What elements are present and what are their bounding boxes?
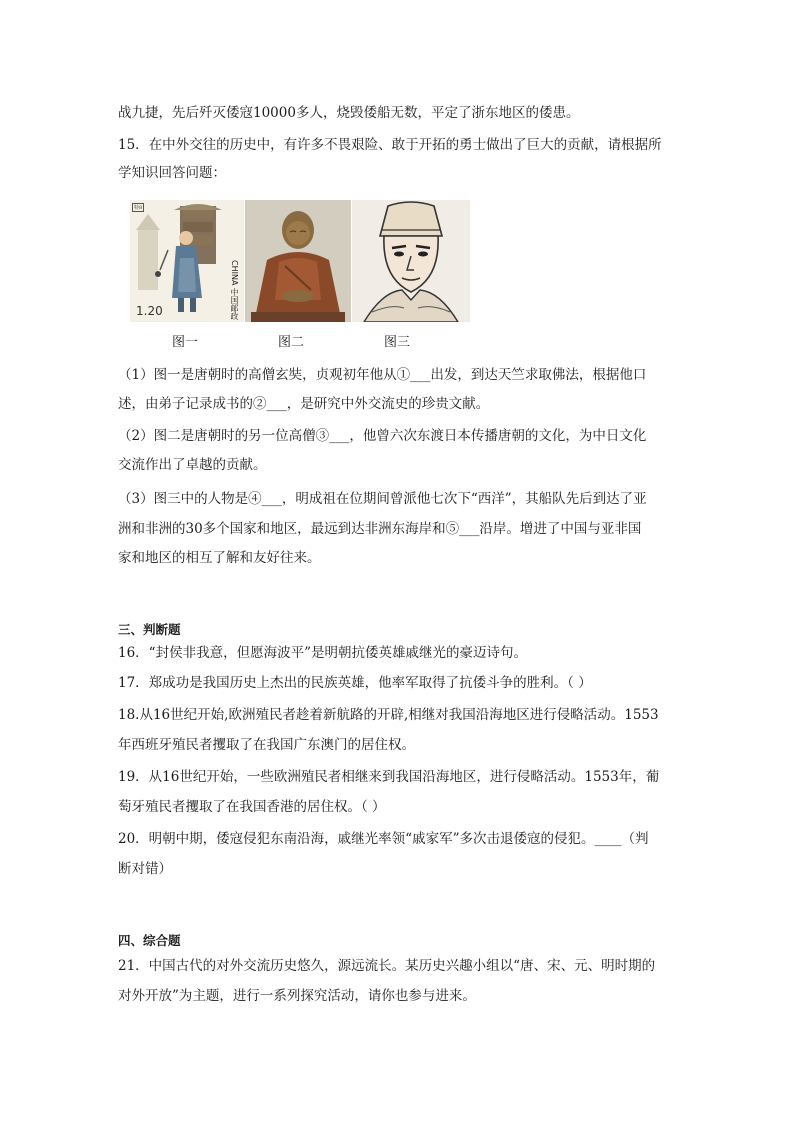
- zhenghe-illustration: [352, 200, 470, 322]
- figure-2-caption: 图二: [278, 335, 305, 350]
- question-21-line-1: 21．中国古代的对外交流历史悠久，源远流长。某历史兴趣小组以“唐、宋、元、明时期的: [118, 958, 656, 974]
- section-heading-comprehensive: 四、综合题: [118, 933, 181, 948]
- question-18-line-2: 年西班牙殖民者攫取了在我国广东澳门的居住权。: [118, 737, 415, 753]
- question-15-line-2: 学知识回答问题：: [118, 165, 226, 181]
- question-19-line-1: 19．从16世纪开始，一些欧洲殖民者相继来到我国沿海地区，进行侵略活动。1553年，葡: [118, 769, 660, 785]
- figure-2-jianzhen-statue: [245, 200, 351, 322]
- section-heading-judgment: 三、判断题: [118, 622, 181, 637]
- question-15-line-1: 15．在中外交往的历史中，有许多不畏艰险、敢于开拓的勇士做出了巨大的贡献，请根据所: [118, 137, 662, 153]
- question-15-part-1-line-2: 述，由弟子记录成书的②___，是研究中外交流史的珍贵文献。: [118, 396, 490, 412]
- stamp-country-text: CHINA 中国邮政: [230, 260, 239, 320]
- question-19-line-2: 萄牙殖民者攫取了在我国香港的居住权。（ ）: [118, 799, 386, 815]
- question-21-line-2: 对外开放”为主题，进行一系列探究活动，请你也参与进来。: [118, 988, 476, 1004]
- figure-1-xuanzang-stamp: [130, 200, 244, 322]
- question-15-part-3-line-1: （3）图三中的人物是④___，明成祖在位期间曾派他七次下“西洋”，其船队先后到达了亚: [118, 491, 647, 507]
- question-15-part-1-line-1: （1）图一是唐朝时的高僧玄奘，贞观初年他从①___出发，到达天竺求取佛法，根据他口: [118, 367, 647, 383]
- question-17: 17．郑成功是我国历史上杰出的民族英雄，他率军取得了抗倭斗争的胜利。（ ）: [118, 675, 592, 691]
- question-20-line-1: 20．明朝中期，倭寇侵犯东南沿海，戚继光率领“戚家军”多次击退倭寇的侵犯。____（判: [118, 831, 649, 847]
- question-16: 16．“封侯非我意，但愿海波平”是明朝抗倭英雄戚继光的豪迈诗句。: [118, 645, 527, 661]
- stamp-tag: 特8: [134, 205, 143, 211]
- figure-row: [130, 200, 470, 322]
- question-15-part-3-line-3: 家和地区的相互了解和友好往来。: [118, 550, 321, 566]
- question-15-part-2-line-1: （2）图二是唐朝时的另一位高僧③___，他曾六次东渡日本传播唐朝的文化，为中日文化: [118, 428, 647, 444]
- question-15-part-3-line-2: 洲和非洲的30多个国家和地区，最远到达非洲东海岸和⑤___沿岸。增进了中国与亚非国: [118, 521, 642, 537]
- question-15-part-2-line-2: 交流作出了卓越的贡献。: [118, 457, 267, 473]
- figure-3-caption: 图三: [384, 335, 411, 350]
- question-18-line-1: 18.从16世纪开始,欧洲殖民者趁着新航路的开辟,相继对我国沿海地区进行侵略活动。1553: [118, 707, 659, 723]
- figure-1-caption: 图一: [172, 335, 199, 350]
- question-20-line-2: 断对错）: [118, 861, 172, 877]
- jianzhen-statue-illustration: [245, 200, 351, 322]
- text-line-continuation: 战九捷，先后歼灭倭寇10000多人，烧毁倭船无数，平定了浙东地区的倭患。: [118, 105, 580, 121]
- figure-3-zhenghe-portrait: [352, 200, 470, 322]
- stamp-value: 1.20: [136, 304, 163, 318]
